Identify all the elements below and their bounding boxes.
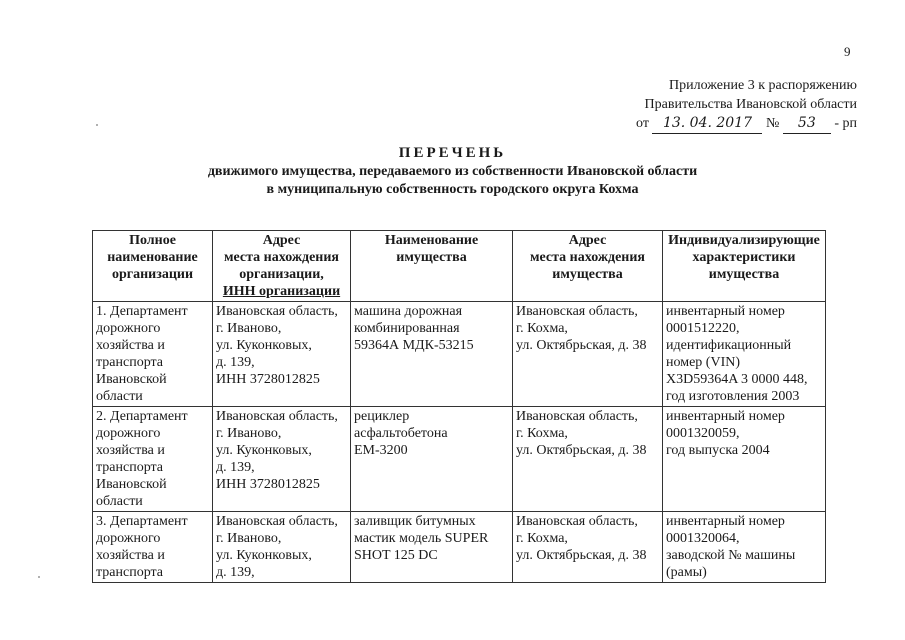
cell-organization: 2. Департамент дорожного хозяйства и транспорта Ивановской области [93,407,213,512]
cell-property-name: рециклер асфальтобетона ЕМ-3200 [351,407,513,512]
document-subtitle-line-1: движимого имущества, передаваемого из собственности Ивановской области [207,164,698,179]
appendix-suffix: - рп [834,116,857,131]
scan-speck [96,124,98,126]
cell-organization-address: Ивановская область, г. Иваново, ул. Куконковых, д. 139, ИНН 3728012825 [213,302,351,407]
handwritten-date: 13. 04. 2017 [652,114,762,134]
property-table [92,230,826,583]
cell-property-characteristics: инвентарный номер 0001320064, заводской № машины (рамы) [663,512,826,583]
appendix-line-1: Приложение 3 к распоряжению [669,78,857,93]
cell-property-name: заливщик битумных мастик модель SUPER SHOT 125 DC [351,512,513,583]
cell-property-address: Ивановская область, г. Кохма, ул. Октябрьская, д. 38 [513,302,663,407]
appendix-block [636,76,857,134]
cell-organization-address: Ивановская область, г. Иваново, ул. Куконковых, д. 139, [213,512,351,583]
cell-property-address: Ивановская область, г. Кохма, ул. Октябрьская, д. 38 [513,512,663,583]
table-row [93,302,826,407]
table-row [93,512,826,583]
header-property-name: Наименование имущества [351,231,513,302]
cell-property-characteristics: инвентарный номер 0001320059, год выпуска 2004 [663,407,826,512]
cell-property-characteristics: инвентарный номер 0001512220, идентификационный номер (VIN) X3D59364A 3 0000 448, год изготовления 2003 [663,302,826,407]
cell-organization: 3. Департамент дорожного хозяйства и транспорта [93,512,213,583]
cell-organization-address: Ивановская область, г. Иваново, ул. Куконковых, д. 139, ИНН 3728012825 [213,407,351,512]
appendix-line-2: Правительства Ивановской области [644,97,857,112]
appendix-line-3 [636,114,857,134]
cell-organization: 1. Департамент дорожного хозяйства и транспорта Ивановской области [93,302,213,407]
number-sign: № [765,116,780,131]
page-number: 9 [844,44,851,59]
cell-property-address: Ивановская область, г. Кохма, ул. Октябрьская, д. 38 [513,407,663,512]
document-title: ПЕРЕЧЕНЬ [398,145,507,161]
table-row [93,407,826,512]
appendix-prefix: от [636,116,649,131]
header-organization-name: Полное наименование организации [93,231,213,302]
handwritten-number: 53 [783,114,831,134]
document-subtitle-line-2: в муниципальную собственность городского округа Кохма [266,182,639,197]
cell-property-name: машина дорожная комбинированная 59364А МДК-53215 [351,302,513,407]
scan-speck [38,576,40,578]
header-property-characteristics: Индивидуализирующие характеристики имущества [663,231,826,302]
header-property-address: Адрес места нахождения имущества [513,231,663,302]
table-header-row [93,231,826,302]
header-organization-address: Адрес места нахождения организации, ИНН организации [213,231,351,302]
